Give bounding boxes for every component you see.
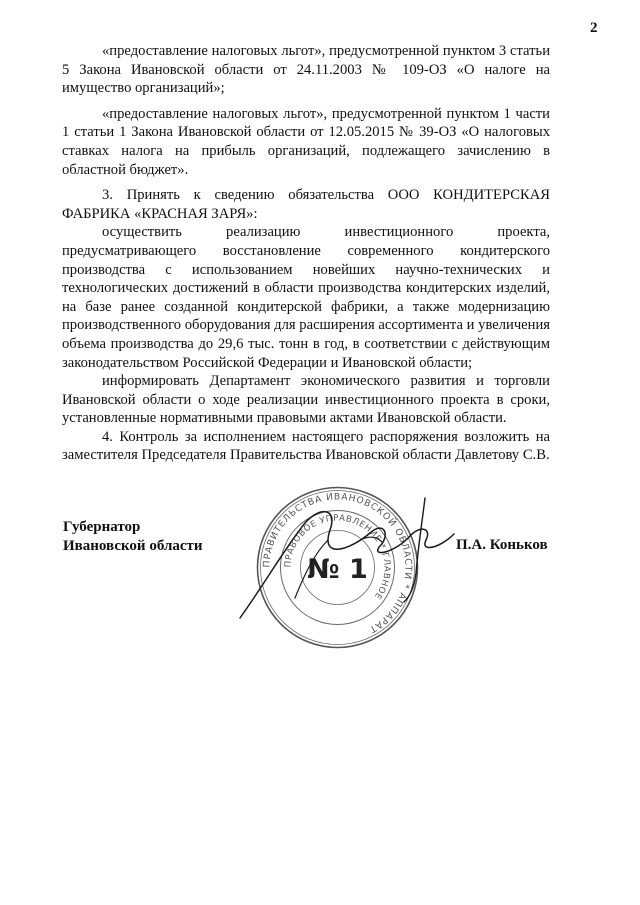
page-number: 2 xyxy=(590,20,598,36)
signatory-title-line1: Губернатор xyxy=(63,519,141,535)
handwritten-signature xyxy=(210,478,480,628)
stamp-inner-text: ПРАВОВОЕ УПРАВЛЕНИЕ * ГЛАВНОЕ xyxy=(283,513,392,602)
signatory-name: П.А. Коньков xyxy=(456,537,548,553)
paragraph-property-tax: «предоставление налоговых льгот», предусмотренной пунктом 3 статьи 5 Закона Ивановской области от 24.11.2003 № 109-ОЗ «О налоге на имущество организаций»; xyxy=(62,43,550,97)
stamp-number: № 1 xyxy=(307,554,368,585)
signatory-title xyxy=(63,518,203,556)
stamp-outer-text: ПРАВИТЕЛЬСТВА ИВАНОВСКОЙ ОБЛАСТИ * АППАРАТ xyxy=(261,491,414,636)
paragraph-inform-department: информировать Департамент экономического развития и торговли Ивановской области о ходе реализации инвестиционного проекта в сроки, установленные нормативными правовыми актами Ивановской области. xyxy=(62,373,550,427)
paragraph-item-4: 4. Контроль за исполнением настоящего распоряжения возложить на заместителя Председателя Правительства Ивановской области Давлетову С.В. xyxy=(62,428,550,464)
paragraph-item-3: 3. Принять к сведению обязательства ООО КОНДИТЕРСКАЯ ФАБРИКА «КРАСНАЯ ЗАРЯ»: xyxy=(62,187,550,222)
document-body xyxy=(62,42,550,465)
paragraph-profit-tax: «предоставление налоговых льгот», предусмотренной пунктом 1 части 1 статьи 1 Закона Ивановской области от 12.05.2015 № 39-ОЗ «О налоговых ставках налога на прибыль организаций, подлежащего зачислению в областной бюджет». xyxy=(62,105,550,178)
signatory-title-line2: Ивановской области xyxy=(63,538,203,554)
paragraph-investment-project: осуществить реализацию инвестиционного проекта, предусматривающего восстановление современного кондитерского производства с использованием новейших научно-технических и технологических достижений в области производства кондитерских изделий, на базе ранее созданной кондитерской фабрики, а также модернизацию производственного оборудования для расширения ассортимента и увеличения объема производства до 29,6 тыс. тонн в год, в соответствии с действующим законодательством Российской Федерации и Ивановской области; xyxy=(62,224,550,371)
